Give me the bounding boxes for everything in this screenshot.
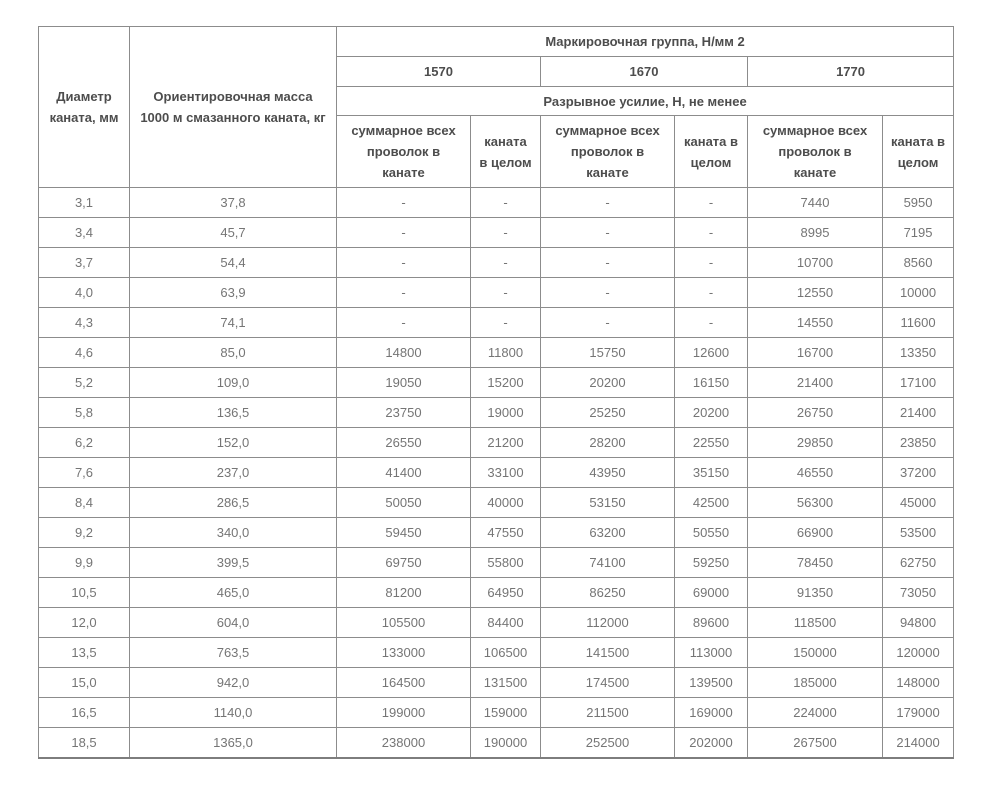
- table-cell: 12550: [748, 278, 883, 308]
- table-cell: 13350: [883, 338, 954, 368]
- table-cell: 1140,0: [130, 698, 337, 728]
- table-cell: 5950: [883, 188, 954, 218]
- header-sum-wires-1570: суммарное всех проволок в канате: [337, 116, 471, 188]
- table-cell: 465,0: [130, 578, 337, 608]
- table-cell: 136,5: [130, 398, 337, 428]
- table-cell: -: [471, 248, 541, 278]
- table-cell: 85,0: [130, 338, 337, 368]
- table-cell: 238000: [337, 728, 471, 758]
- table-cell: 40000: [471, 488, 541, 518]
- table-cell: 109,0: [130, 368, 337, 398]
- table-cell: 73050: [883, 578, 954, 608]
- table-cell: -: [675, 248, 748, 278]
- table-cell: 118500: [748, 608, 883, 638]
- table-row: [39, 488, 954, 518]
- table-cell: 3,4: [39, 218, 130, 248]
- table-cell: 28200: [541, 428, 675, 458]
- table-cell: 69000: [675, 578, 748, 608]
- table-cell: 66900: [748, 518, 883, 548]
- table-cell: -: [541, 188, 675, 218]
- table-cell: 18,5: [39, 728, 130, 758]
- table-cell: -: [471, 188, 541, 218]
- table-cell: 286,5: [130, 488, 337, 518]
- table-row: [39, 248, 954, 278]
- table-cell: 9,9: [39, 548, 130, 578]
- table-cell: 14800: [337, 338, 471, 368]
- table-cell: 113000: [675, 638, 748, 668]
- table-cell: 7195: [883, 218, 954, 248]
- table-cell: -: [541, 308, 675, 338]
- table-cell: 4,0: [39, 278, 130, 308]
- table-cell: 15,0: [39, 668, 130, 698]
- table-cell: 84400: [471, 608, 541, 638]
- table-cell: -: [471, 218, 541, 248]
- table-cell: 12600: [675, 338, 748, 368]
- table-cell: 19050: [337, 368, 471, 398]
- table-cell: -: [675, 278, 748, 308]
- table-cell: 56300: [748, 488, 883, 518]
- table-row: [39, 608, 954, 638]
- table-cell: 202000: [675, 728, 748, 758]
- table-body: [39, 188, 954, 758]
- table-cell: 63,9: [130, 278, 337, 308]
- table-cell: 8560: [883, 248, 954, 278]
- table-cell: 26750: [748, 398, 883, 428]
- table-cell: 29850: [748, 428, 883, 458]
- table-row: [39, 578, 954, 608]
- table-cell: 47550: [471, 518, 541, 548]
- table-cell: 15200: [471, 368, 541, 398]
- table-cell: 340,0: [130, 518, 337, 548]
- table-cell: 45000: [883, 488, 954, 518]
- table-cell: 22550: [675, 428, 748, 458]
- table-cell: 12,0: [39, 608, 130, 638]
- table-cell: 21200: [471, 428, 541, 458]
- table-cell: -: [675, 218, 748, 248]
- table-cell: 10,5: [39, 578, 130, 608]
- table-cell: 11600: [883, 308, 954, 338]
- table-cell: 23750: [337, 398, 471, 428]
- table-cell: 237,0: [130, 458, 337, 488]
- table-cell: 16150: [675, 368, 748, 398]
- table-cell: 112000: [541, 608, 675, 638]
- table-cell: 133000: [337, 638, 471, 668]
- table-cell: 185000: [748, 668, 883, 698]
- table-cell: 141500: [541, 638, 675, 668]
- table-cell: 164500: [337, 668, 471, 698]
- table-row: [39, 638, 954, 668]
- table-cell: 42500: [675, 488, 748, 518]
- table-cell: 53500: [883, 518, 954, 548]
- table-row: [39, 698, 954, 728]
- table-cell: 5,8: [39, 398, 130, 428]
- table-cell: 224000: [748, 698, 883, 728]
- table-row: [39, 188, 954, 218]
- table-cell: -: [337, 308, 471, 338]
- table-cell: 33100: [471, 458, 541, 488]
- rope-spec-table-container: [38, 26, 954, 759]
- table-cell: 37,8: [130, 188, 337, 218]
- table-cell: -: [675, 188, 748, 218]
- header-whole-rope-1670: каната в целом: [675, 116, 748, 188]
- table-cell: 69750: [337, 548, 471, 578]
- header-sum-wires-1670: суммарное всех проволок в канате: [541, 116, 675, 188]
- table-cell: 17100: [883, 368, 954, 398]
- table-cell: 6,2: [39, 428, 130, 458]
- header-group-1570: 1570: [337, 57, 541, 87]
- table-cell: 50550: [675, 518, 748, 548]
- table-cell: -: [541, 278, 675, 308]
- table-cell: 105500: [337, 608, 471, 638]
- table-header: [39, 27, 954, 188]
- table-cell: 9,2: [39, 518, 130, 548]
- table-cell: 21400: [748, 368, 883, 398]
- table-cell: 3,7: [39, 248, 130, 278]
- table-cell: 89600: [675, 608, 748, 638]
- table-cell: 16700: [748, 338, 883, 368]
- table-cell: 35150: [675, 458, 748, 488]
- table-cell: 150000: [748, 638, 883, 668]
- table-cell: 152,0: [130, 428, 337, 458]
- table-cell: 91350: [748, 578, 883, 608]
- rope-spec-table: [38, 26, 954, 759]
- header-breaking-force: Разрывное усилие, Н, не менее: [337, 87, 954, 116]
- table-cell: 8,4: [39, 488, 130, 518]
- table-cell: 13,5: [39, 638, 130, 668]
- table-row: [39, 548, 954, 578]
- table-cell: 20200: [675, 398, 748, 428]
- table-cell: -: [471, 308, 541, 338]
- table-cell: 26550: [337, 428, 471, 458]
- header-whole-rope-1570: каната в целом: [471, 116, 541, 188]
- table-cell: 94800: [883, 608, 954, 638]
- table-cell: 252500: [541, 728, 675, 758]
- table-cell: -: [337, 278, 471, 308]
- table-cell: 54,4: [130, 248, 337, 278]
- table-row: [39, 308, 954, 338]
- table-cell: 11800: [471, 338, 541, 368]
- table-cell: -: [337, 188, 471, 218]
- table-cell: 19000: [471, 398, 541, 428]
- table-cell: 159000: [471, 698, 541, 728]
- header-diameter: Диаметр каната, мм: [39, 27, 130, 188]
- table-cell: 55800: [471, 548, 541, 578]
- table-cell: 59250: [675, 548, 748, 578]
- table-cell: 106500: [471, 638, 541, 668]
- table-cell: 78450: [748, 548, 883, 578]
- table-cell: 50050: [337, 488, 471, 518]
- table-row: [39, 218, 954, 248]
- table-cell: 5,2: [39, 368, 130, 398]
- table-cell: 25250: [541, 398, 675, 428]
- table-cell: 20200: [541, 368, 675, 398]
- table-cell: 267500: [748, 728, 883, 758]
- table-cell: 211500: [541, 698, 675, 728]
- table-cell: 131500: [471, 668, 541, 698]
- table-cell: 10700: [748, 248, 883, 278]
- table-row: [39, 668, 954, 698]
- table-cell: 59450: [337, 518, 471, 548]
- table-cell: -: [337, 218, 471, 248]
- table-cell: -: [337, 248, 471, 278]
- table-cell: 21400: [883, 398, 954, 428]
- table-cell: 174500: [541, 668, 675, 698]
- table-cell: 10000: [883, 278, 954, 308]
- table-cell: 942,0: [130, 668, 337, 698]
- table-cell: 86250: [541, 578, 675, 608]
- table-cell: 43950: [541, 458, 675, 488]
- table-row: [39, 338, 954, 368]
- table-row: [39, 458, 954, 488]
- table-cell: 81200: [337, 578, 471, 608]
- table-cell: 179000: [883, 698, 954, 728]
- table-cell: 120000: [883, 638, 954, 668]
- table-cell: 4,3: [39, 308, 130, 338]
- header-sum-wires-1770: суммарное всех проволок в канате: [748, 116, 883, 188]
- table-cell: 190000: [471, 728, 541, 758]
- table-cell: 214000: [883, 728, 954, 758]
- table-cell: 74,1: [130, 308, 337, 338]
- table-row: [39, 518, 954, 548]
- table-cell: 45,7: [130, 218, 337, 248]
- table-cell: 16,5: [39, 698, 130, 728]
- table-row: [39, 398, 954, 428]
- table-cell: 64950: [471, 578, 541, 608]
- table-cell: 15750: [541, 338, 675, 368]
- table-cell: -: [541, 218, 675, 248]
- table-cell: 46550: [748, 458, 883, 488]
- header-marking-group: Маркировочная группа, Н/мм 2: [337, 27, 954, 57]
- table-cell: 14550: [748, 308, 883, 338]
- header-group-1670: 1670: [541, 57, 748, 87]
- table-cell: 7440: [748, 188, 883, 218]
- table-cell: 53150: [541, 488, 675, 518]
- table-cell: 23850: [883, 428, 954, 458]
- table-cell: 7,6: [39, 458, 130, 488]
- table-cell: -: [471, 278, 541, 308]
- table-cell: 63200: [541, 518, 675, 548]
- table-cell: 62750: [883, 548, 954, 578]
- table-cell: 604,0: [130, 608, 337, 638]
- table-row: [39, 728, 954, 758]
- table-cell: 1365,0: [130, 728, 337, 758]
- table-cell: 3,1: [39, 188, 130, 218]
- table-cell: 139500: [675, 668, 748, 698]
- table-cell: 763,5: [130, 638, 337, 668]
- table-row: [39, 428, 954, 458]
- header-group-1770: 1770: [748, 57, 954, 87]
- table-cell: 199000: [337, 698, 471, 728]
- table-row: [39, 368, 954, 398]
- table-row: [39, 278, 954, 308]
- table-cell: -: [675, 308, 748, 338]
- header-mass: Ориентировочная масса 1000 м смазанного каната, кг: [130, 27, 337, 188]
- table-cell: 74100: [541, 548, 675, 578]
- table-cell: 399,5: [130, 548, 337, 578]
- table-cell: -: [541, 248, 675, 278]
- table-cell: 169000: [675, 698, 748, 728]
- table-cell: 8995: [748, 218, 883, 248]
- table-cell: 148000: [883, 668, 954, 698]
- table-cell: 41400: [337, 458, 471, 488]
- header-row-group-title: [39, 27, 954, 57]
- table-cell: 4,6: [39, 338, 130, 368]
- table-cell: 37200: [883, 458, 954, 488]
- header-whole-rope-1770: каната в целом: [883, 116, 954, 188]
